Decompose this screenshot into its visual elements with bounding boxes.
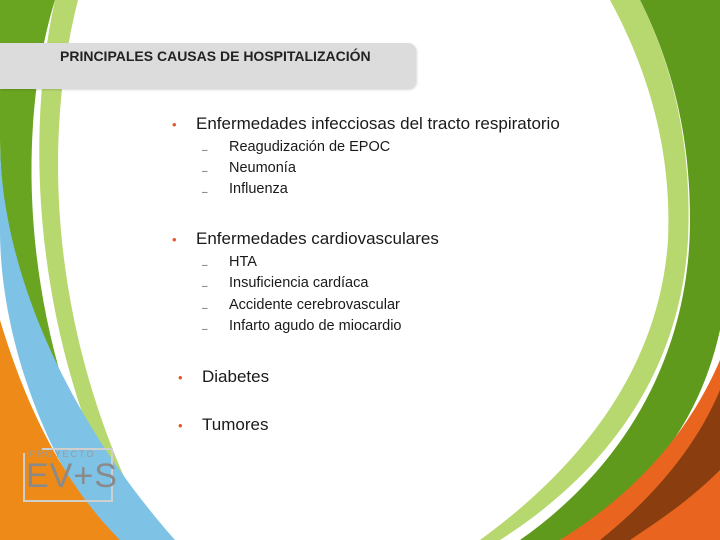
logo-top-text: PROYECTO [29, 449, 96, 459]
subbullet-label: Infarto agudo de miocardio [229, 318, 402, 334]
logo-main-text: EV+S [26, 457, 118, 495]
bullet-item [172, 229, 439, 249]
subbullet-item [202, 254, 257, 270]
subbullet-dash: – [202, 186, 208, 198]
subbullet-label: Accidente cerebrovascular [229, 297, 400, 313]
subbullet-label: HTA [229, 254, 257, 270]
subbullet-item [202, 181, 288, 197]
subbullet-item [202, 139, 390, 155]
subbullet-dash: – [202, 302, 208, 314]
subbullet-dash: – [202, 259, 208, 271]
bullet-dot: • [178, 369, 183, 385]
subbullet-label: Insuficiencia cardíaca [229, 275, 369, 291]
subbullet-label: Influenza [229, 181, 288, 197]
bullet-dot: • [172, 231, 177, 247]
subbullet-label: Neumonía [229, 160, 296, 176]
bullet-label: Diabetes [202, 367, 270, 386]
bullet-label: Enfermedades cardiovasculares [196, 229, 439, 248]
bullet-label: Tumores [202, 415, 269, 434]
bullet-item [172, 114, 560, 134]
subbullet-dash: – [202, 165, 208, 177]
subbullet-item [202, 275, 368, 291]
subbullet-dash: – [202, 280, 208, 292]
bullet-dot: • [178, 417, 183, 433]
bullet-dot: • [172, 116, 177, 132]
subbullet-item [202, 318, 402, 334]
subbullet-label: Reagudización de EPOC [229, 139, 391, 155]
slide-title: PRINCIPALES CAUSAS DE HOSPITALIZACIÓN [60, 48, 371, 64]
subbullet-dash: – [202, 323, 208, 335]
bullet-label: Enfermedades infecciosas del tracto respiratorio [196, 114, 560, 133]
proyecto-evs-logo [22, 445, 117, 503]
bullet-item [178, 415, 268, 435]
subbullet-dash: – [202, 144, 208, 156]
subbullet-item [202, 160, 296, 176]
subbullet-item [202, 297, 400, 313]
bullet-item [178, 367, 269, 387]
